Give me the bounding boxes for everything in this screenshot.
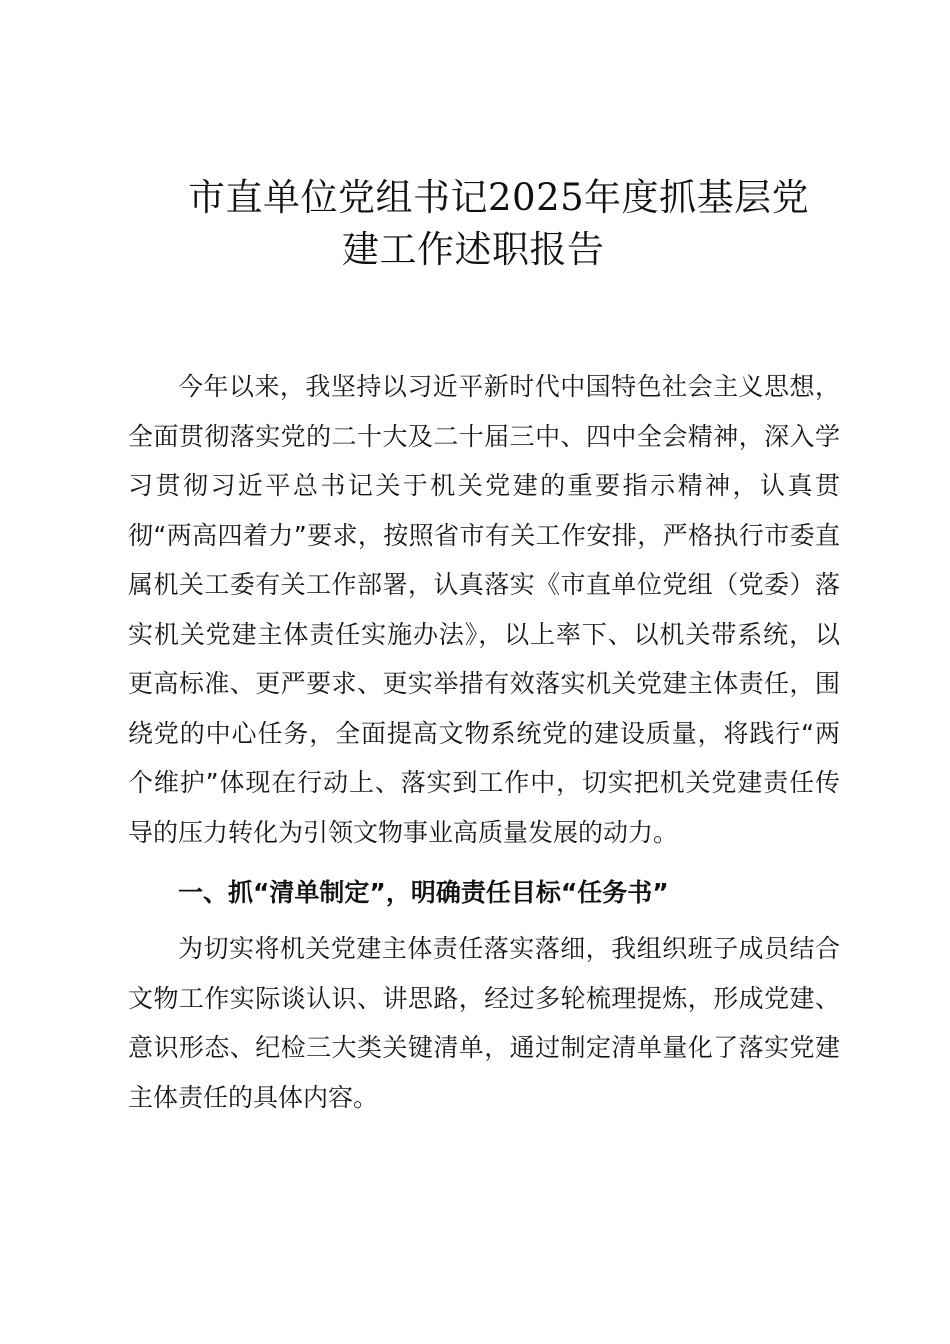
title-line-2: 建工作述职报告 bbox=[342, 228, 605, 271]
body-section-intro bbox=[128, 362, 840, 857]
section-heading-1: 一、抓“清单制定”，明确责任目标“任务书” bbox=[178, 878, 669, 907]
title-line-1: 市直单位党组书记2025年度抓基层党 bbox=[188, 176, 810, 219]
paragraph-intro: 今年以来，我坚持以习近平新时代中国特色社会主义思想，全面贯彻落实党的二十大及二十届三中、四中全会精神，深入学习贯彻习近平总书记关于机关党建的重要指示精神，认真贯彻“两高四着力”要求，按照省市有关工作安排，严格执行市委直属机关工委有关工作部署，认真落实《市直单位党组（党委）落实机关党建主体责任实施办法》，以上率下、以机关带系统，以更高标准、更严要求、更实举措有效落实机关党建主体责任，围绕党的中心任务，全面提高文物系统党的建设质量，将践行“两个维护”体现在行动上、落实到工作中，切实把机关党建责任传导的压力转化为引领文物事业高质量发展的动力。 bbox=[128, 372, 840, 847]
paragraph-section-1: 为切实将机关党建主体责任落实落细，我组织班子成员结合文物工作实际谈认识、讲思路，经过多轮梳理提炼，形成党建、意识形态、纪检三大类关键清单，通过制定清单量化了落实党建主体责任的具体内容。 bbox=[128, 934, 840, 1112]
body-section-1 bbox=[128, 924, 840, 1122]
document-title bbox=[0, 172, 950, 276]
